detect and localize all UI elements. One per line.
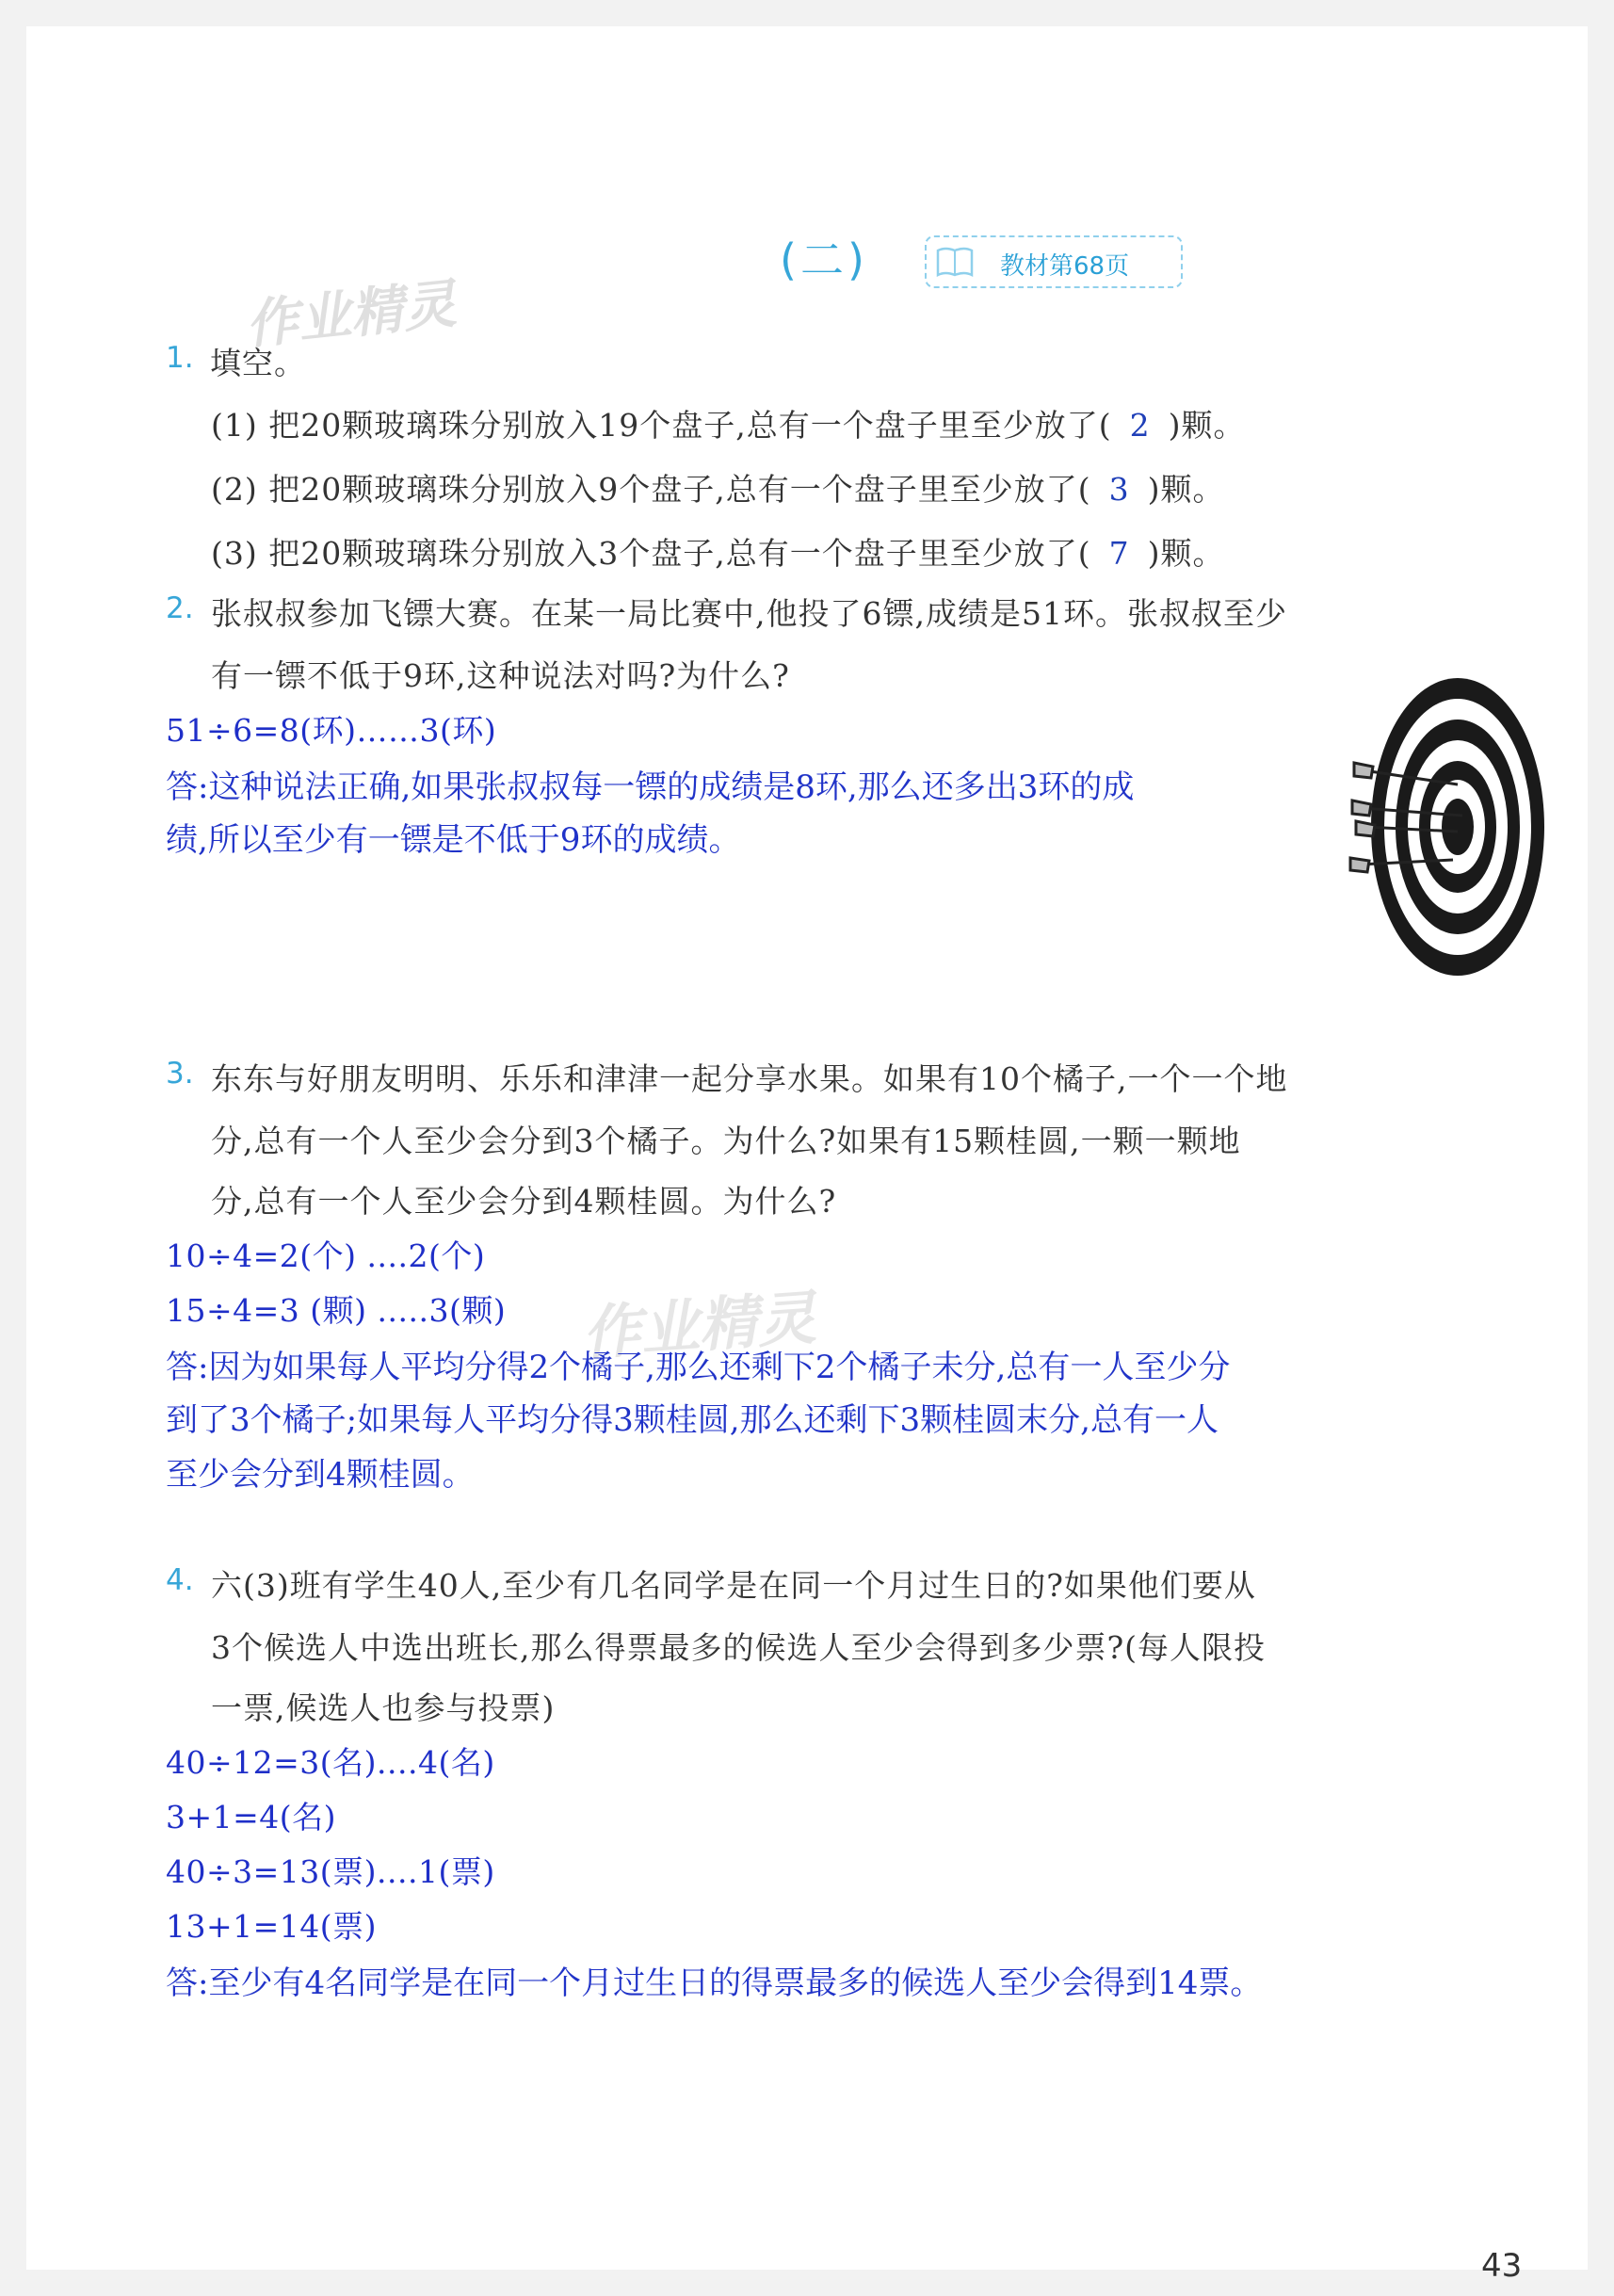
book-icon: [934, 245, 976, 279]
dartboard-icon: [1316, 667, 1552, 987]
watermark: 作业精灵: [242, 273, 460, 357]
workbook-page: [26, 26, 1588, 2285]
answer-blank: 2: [1129, 407, 1151, 444]
question-4-answer-calc-1: 40÷12=3(名)....4(名): [166, 1744, 495, 1781]
question-3-answer-line-2: 到了3个橘子;如果每人平均分得3颗桂圆,那么还剩下3颗桂圆末分,总有一人: [166, 1401, 1219, 1439]
watermark: 作业精灵: [580, 1283, 818, 1368]
question-4-number: 4.: [166, 1563, 194, 1597]
question-4-line-1: 六(3)班有学生40人,至少有几名同学是在同一个月过生日的?如果他们要从: [211, 1567, 1256, 1604]
question-4-answer-calc-3: 40÷3=13(票)....1(票): [166, 1853, 495, 1890]
question-4-answer-line: 答:至少有4名同学是在同一个月过生日的得票最多的候选人至少会得到14票。: [166, 1965, 1263, 2002]
question-2-line-2: 有一镖不低于9环,这种说法对吗?为什么?: [211, 657, 790, 694]
question-3-answer-calc-1: 10÷4=2(个) ....2(个): [166, 1237, 486, 1274]
question-4-answer-calc-4: 13+1=14(票): [166, 1908, 378, 1945]
question-2-answer-calc: 51÷6=8(环)……3(环): [166, 712, 497, 749]
question-3-answer-line-1: 答:因为如果每人平均分得2个橘子,那么还剩下2个橘子未分,总有一人至少分: [166, 1349, 1231, 1386]
question-2-number: 2.: [166, 591, 194, 625]
question-3-answer-line-3: 至少会分到4颗桂圆。: [166, 1456, 475, 1494]
question-2-answer-line-2: 绩,所以至少有一镖是不低于9环的成绩。: [166, 821, 741, 859]
section-title: (二): [780, 234, 868, 285]
answer-blank: 3: [1108, 471, 1130, 508]
question-1-stem: 填空。: [210, 345, 306, 381]
textbook-reference: 教材第68页: [1000, 252, 1130, 281]
question-3-line-1: 东东与好朋友明明、乐乐和津津一起分享水果。如果有10个橘子,一个一个地: [211, 1060, 1288, 1097]
textbook-reference-tag: [925, 235, 1183, 288]
question-3-number: 3.: [166, 1057, 194, 1091]
question-1-item-2: (2) 把20颗玻璃珠分别放入9个盘子,总有一个盘子里至少放了( 3 )颗。: [211, 471, 1225, 508]
question-1-item-3: (3) 把20颗玻璃珠分别放入3个盘子,总有一个盘子里至少放了( 7 )颗。: [211, 535, 1225, 572]
question-4-line-2: 3个候选人中选出班长,那么得票最多的候选人至少会得到多少票?(每人限投: [211, 1629, 1267, 1666]
question-1-number: 1.: [166, 341, 194, 375]
question-1-item-1: (1) 把20颗玻璃珠分别放入19个盘子,总有一个盘子里至少放了( 2 )颗。: [211, 407, 1246, 444]
question-4-line-3: 一票,候选人也参与投票): [211, 1690, 556, 1726]
question-2-line-1: 张叔叔参加飞镖大赛。在某一局比赛中,他投了6镖,成绩是51环。张叔叔至少: [211, 595, 1287, 632]
question-3-answer-calc-2: 15÷4=3 (颗) .....3(颗): [166, 1292, 507, 1329]
question-2-answer-line-1: 答:这种说法正确,如果张叔叔每一镖的成绩是8环,那么还多出3环的成: [166, 768, 1135, 806]
question-3-line-3: 分,总有一个人至少会分到4颗桂圆。为什么?: [211, 1183, 837, 1220]
question-4-answer-calc-2: 3+1=4(名): [166, 1799, 337, 1835]
question-3-line-2: 分,总有一个人至少会分到3个橘子。为什么?如果有15颗桂圆,一颗一颗地: [211, 1123, 1241, 1159]
page-number: 43: [1481, 2247, 1523, 2285]
answer-blank: 7: [1108, 535, 1130, 572]
